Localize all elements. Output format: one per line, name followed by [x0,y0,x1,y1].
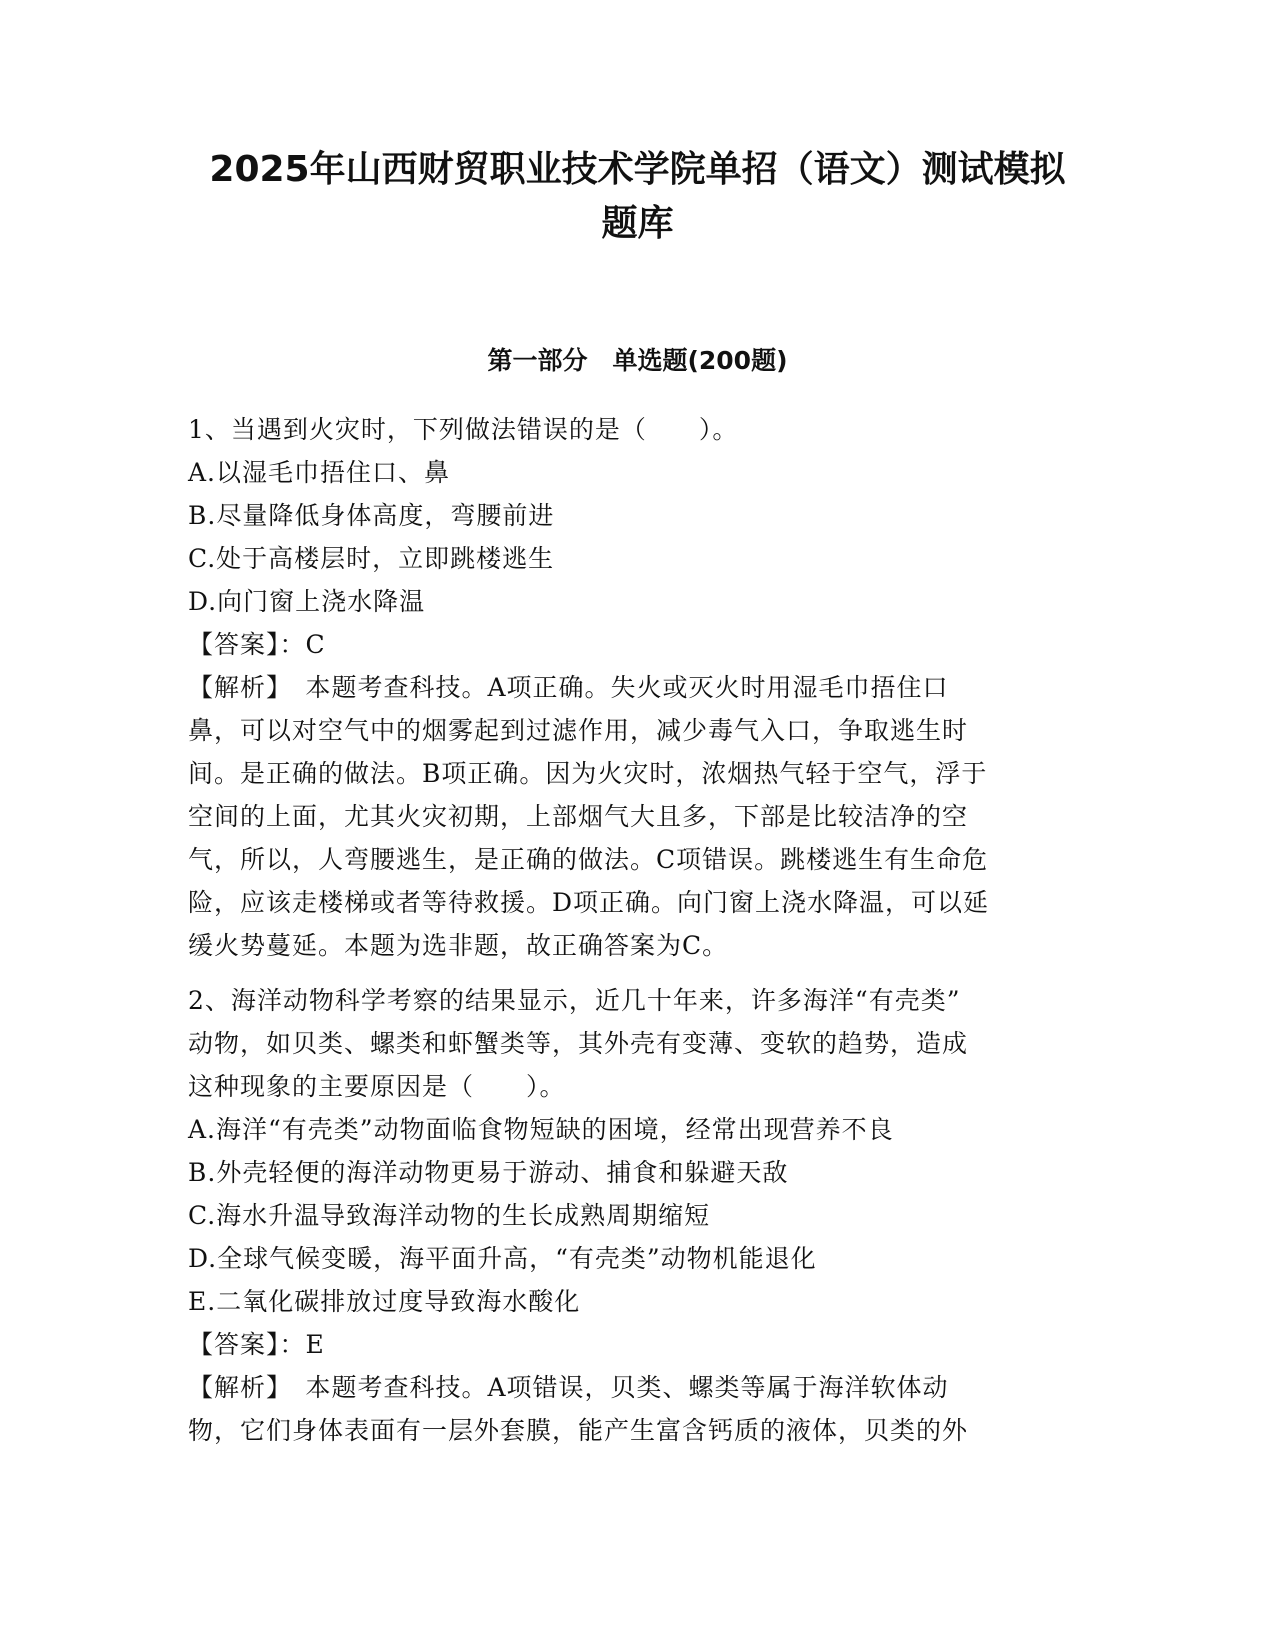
section-heading: 第一部分 单选题(200题) [487,346,788,375]
question-1 [188,408,1088,967]
question-2-option-b: B.外壳轻便的海洋动物更易于游动、捕食和躲避天敌 [188,1158,789,1187]
question-1-analysis-line: 险，应该走楼梯或者等待救援。D项正确。向门窗上浇水降温，可以延 [188,888,990,917]
question-2-option-a: A.海洋“有壳类”动物面临食物短缺的困境，经常出现营养不良 [188,1115,894,1144]
question-1-analysis-line: 【解析】 本题考查科技。A项正确。失火或灭火时用湿毛巾捂住口 [188,673,949,702]
question-1-analysis-line: 间。是正确的做法。B项正确。因为火灾时，浓烟热气轻于空气，浮于 [188,759,988,788]
question-gap [188,967,1088,979]
question-2-analysis-line: 物，它们身体表面有一层外套膜，能产生富含钙质的液体，贝类的外 [188,1416,969,1445]
question-1-option-b: B.尽量降低身体高度，弯腰前进 [188,501,555,530]
document-title-line-2: 题库 [601,203,674,244]
document-title [150,143,1125,251]
question-list [188,408,1088,1452]
question-1-option-a: A.以湿毛巾捂住口、鼻 [188,458,451,487]
question-2-option-c: C.海水升温导致海洋动物的生长成熟周期缩短 [188,1201,711,1230]
question-1-option-d: D.向门窗上浇水降温 [188,587,426,616]
question-1-analysis-line: 鼻，可以对空气中的烟雾起到过滤作用，减少毒气入口，争取逃生时 [188,716,969,745]
question-1-stem: 1、当遇到火灾时，下列做法错误的是（ ）。 [188,415,739,444]
question-2-stem-line: 动物，如贝类、螺类和虾蟹类等，其外壳有变薄、变软的趋势，造成 [188,1029,969,1058]
question-1-answer: 【答案】：C [188,630,326,659]
document-title-line-1: 2025年山西财贸职业技术学院单招（语文）测试模拟 [209,149,1066,190]
question-2 [188,979,1088,1452]
question-1-analysis-line: 缓火势蔓延。本题为选非题，故正确答案为C。 [188,931,729,960]
question-2-option-d: D.全球气候变暖，海平面升高，“有壳类”动物机能退化 [188,1244,817,1273]
question-2-analysis-line: 【解析】 本题考查科技。A项错误，贝类、螺类等属于海洋软体动 [188,1373,949,1402]
question-1-option-c: C.处于高楼层时，立即跳楼逃生 [188,544,555,573]
question-2-stem-line: 2、海洋动物科学考察的结果显示，近几十年来，许多海洋“有壳类” [188,986,961,1015]
question-2-answer: 【答案】：E [188,1330,325,1359]
question-2-option-e: E.二氧化碳排放过度导致海水酸化 [188,1287,581,1316]
question-1-analysis-line: 气，所以，人弯腰逃生，是正确的做法。C项错误。跳楼逃生有生命危 [188,845,989,874]
question-1-analysis-line: 空间的上面，尤其火灾初期，上部烟气大且多，下部是比较洁净的空 [188,802,969,831]
question-2-stem-line: 这种现象的主要原因是（ ）。 [188,1072,566,1101]
